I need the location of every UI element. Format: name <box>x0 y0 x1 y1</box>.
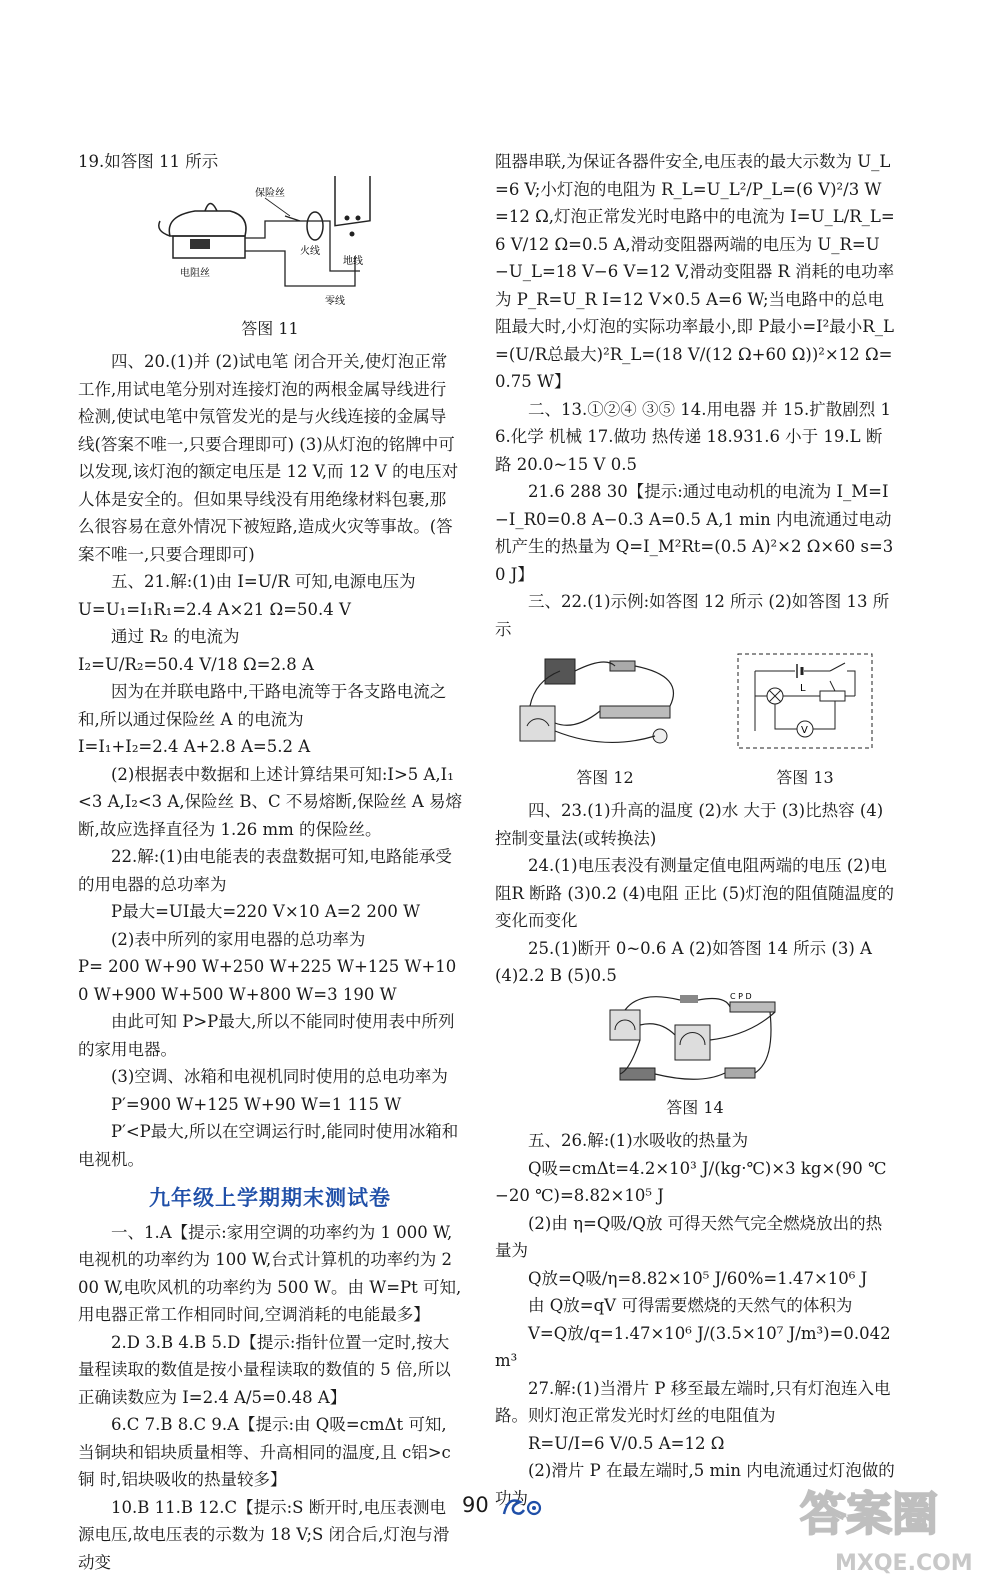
answer-21-line-2: U=U₁=I₁R₁=2.4 A×21 Ω=50.4 V <box>78 599 351 619</box>
answer-22-line-2: P最大=UI最大=220 V×10 A=2 200 W <box>111 902 421 921</box>
answer-22-line-5: 由此可知 P>P最大,所以不能同时使用表中所列的家用电器。 <box>78 1012 455 1059</box>
answer-21-line-6: I=I₁+I₂=2.4 A+2.8 A=5.2 A <box>78 737 311 756</box>
answer-25: 25.(1)断开 0~0.6 A (2)如答图 14 所示 (3) A (4)2.2 B (5)0.5 <box>495 938 872 985</box>
figure-12-physical-circuit <box>515 651 695 751</box>
label-fuse: 保险丝 <box>255 187 285 199</box>
answer-22-line-7: P′=900 W+125 W+90 W=1 115 W <box>111 1094 402 1114</box>
answer-6-9: 6.C 7.B 8.C 9.A【提示:由 Q吸=cmΔt 可知,当铜块和铝块质量相等、升高相同的温度,且 c铝>c铜 时,铝块吸收的热量较多】 <box>78 1415 451 1489</box>
answer-27-line-1: 27.解:(1)当滑片 P 移至最左端时,只有灯泡连入电路。则灯泡正常发光时灯丝的电阻值为 <box>495 1378 891 1425</box>
section-heading: 九年级上学期期末测试卷 <box>149 1186 391 1210</box>
answer-26-line-6: V=Q放/q=1.47×10⁶ J/(3.5×10⁷ J/m³)=0.042 m³ <box>495 1323 891 1370</box>
answer-22-line-4: P= 200 W+90 W+250 W+225 W+125 W+100 W+900 W+500 W+800 W=3 190 W <box>78 957 457 1004</box>
page-number: 90 <box>462 1493 489 1517</box>
answer-26-line-4: Q放=Q吸/η=8.82×10⁵ J/60%=1.47×10⁶ J <box>528 1268 868 1288</box>
answer-27-line-3: (2)滑片 P 在最左端时,5 min 内电流通过灯泡做的功为 <box>495 1461 895 1508</box>
answer-10-12: 10.B 11.B 12.C【提示:S 断开时,电压表测电源电压,故电压表的示数为 18 V;S 闭合后,灯泡与滑动变 <box>78 1497 450 1572</box>
label-neutral-wire: 零线 <box>325 295 345 307</box>
answer-21-fill: 21.6 288 30【提示:通过电动机的电流为 I_M=I−I_R0=0.8 A−0.3 A=0.5 A,1 min 内电流通过电动机产生的热量为 Q=I_M²Rt=(0.5 A)²×2 Ω×60 s=30 J】 <box>495 482 894 584</box>
swirl-logo-icon <box>500 1492 548 1518</box>
answer-22-line-8: P′<P最大,所以在空调运行时,能同时使用冰箱和电视机。 <box>78 1122 459 1169</box>
watermark-url: MXQE.COM <box>835 1551 973 1576</box>
figure-14-physical-circuit <box>600 990 790 1090</box>
figure-14-caption: 答图 14 <box>666 1097 724 1117</box>
figure-12-caption: 答图 12 <box>576 767 634 787</box>
answer-26-line-3: (2)由 η=Q吸/Q放 可得天然气完全燃烧放出的热量为 <box>495 1213 883 1260</box>
label-earth-wire: 地线 <box>343 255 363 267</box>
answer-24: 24.(1)电压表没有测量定值电阻两端的电压 (2)电阻R 断路 (3)0.2 (4)电阻 正比 (5)灯泡的阻值随温度的变化而变化 <box>495 856 895 930</box>
answer-21-line-5: 因为在并联电路中,干路电流等于各支路电流之和,所以通过保险丝 A 的电流为 <box>78 682 447 729</box>
figure-13 <box>735 651 875 797</box>
figure-12 <box>515 651 695 797</box>
answer-27-line-2: R=U/I=6 V/0.5 A=12 Ω <box>528 1433 725 1453</box>
answer-22-line-3: (2)表中所列的家用电器的总功率为 <box>111 929 366 949</box>
slider-terminal-labels: C P D <box>730 991 752 1001</box>
label-live-wire: 火线 <box>300 245 320 257</box>
answer-22-circuit: 三、22.(1)示例:如答图 12 所示 (2)如答图 13 所示 <box>495 592 890 639</box>
voltmeter-symbol: V <box>801 725 808 736</box>
figure-13-caption: 答图 13 <box>776 767 834 787</box>
answer-13-20: 二、13.①②④ ③⑤ 14.用电器 并 15.扩散剧烈 16.化学 机械 17.做功 热传递 18.931.6 小于 19.L 断路 20.0~15 V 0.5 <box>495 399 891 474</box>
answer-21-line-4: I₂=U/R₂=50.4 V/18 Ω=2.8 A <box>78 654 314 674</box>
answer-22-line-6: (3)空调、冰箱和电视机同时使用的总电功率为 <box>111 1067 448 1086</box>
right-column <box>495 148 895 1512</box>
answer-20: 四、20.(1)并 (2)试电笔 闭合开关,使灯泡正常工作,用试电笔分别对连接灯泡的两根金属导线进行检测,使试电笔中氖管发光的是与火线连接的金属导线(答案不唯一,只要合理即可) (3)从灯泡的铭牌中可以发现,该灯泡的额定电压是 12 V,而 12 V 的电压对人体是安全的。但如果导线没有用绝缘材料包裹,那么很容易在意外情况下被短路,造成火灾等事故。(答案不唯一,只要合理即可) <box>78 352 459 564</box>
figures-12-13 <box>495 651 895 797</box>
figure-11-household-circuit <box>155 176 385 311</box>
left-column <box>78 148 462 1576</box>
answer-26-line-1: 五、26.解:(1)水吸收的热量为 <box>528 1131 749 1150</box>
answer-21-line-3: 通过 R₂ 的电流为 <box>111 627 240 646</box>
answer-2-5: 2.D 3.B 4.B 5.D【提示:指针位置一定时,按大量程读取的数值是按小量程读取的数值的 5 倍,所以正确读数应为 I=2.4 A/5=0.48 A】 <box>78 1332 451 1407</box>
answer-19: 19.如答图 11 所示 <box>78 152 219 171</box>
answer-1: 一、1.A【提示:家用空调的功率约为 1 000 W,电视机的功率约为 100 W,台式计算机的功率约为 200 W,电吹风机的功率约为 500 W。由 W=Pt 可知,用电器正常工作相同时间,空调消耗的电能最多】 <box>78 1222 462 1324</box>
answer-21-line-1: 五、21.解:(1)由 I=U/R 可知,电源电压为 <box>111 572 416 591</box>
lamp-symbol-label: L <box>800 683 806 694</box>
watermark-logo-icon <box>790 1470 990 1580</box>
figure-13-circuit-diagram <box>735 651 875 751</box>
label-resistance-wire: 电阻丝 <box>180 267 210 279</box>
answer-26-line-2: Q吸=cmΔt=4.2×10³ J/(kg·℃)×3 kg×(90 ℃−20 ℃)=8.82×10⁵ J <box>495 1158 887 1205</box>
answer-26-line-5: 由 Q放=qV 可得需要燃烧的天然气的体积为 <box>528 1296 853 1315</box>
figure-11-caption: 答图 11 <box>241 318 299 338</box>
answer-12-continued: 阻器串联,为保证各器件安全,电压表的最大示数为 U_L=6 V;小灯泡的电阻为 R_L=U_L²/P_L=(6 V)²/3 W=12 Ω,灯泡正常发光时电路中的电流为 I=U_L/R_L=6 V/12 Ω=0.5 A,滑动变阻器两端的电压为 U_R=U−U_L=18 V−6 V=12 V,滑动变阻器 R 消耗的电功率为 P_R=U_R I=12 V×0.5 A=6 W;当电路中的总电阻最大时,小灯泡的实际功率最小,即 P最小=I²最小R_L=(U/R总最大)²R_L=(18 V/(12 Ω+60 Ω))²×12 Ω=0.75 W】 <box>495 152 895 391</box>
watermark-text: 答案圈 <box>800 1487 938 1541</box>
answer-21-line-7: (2)根据表中数据和上述计算结果可知:I>5 A,I₁<3 A,I₂<3 A,保险丝 B、C 不易熔断,保险丝 A 易熔断,故应选择直径为 1.26 mm 的保险丝。 <box>78 764 462 839</box>
answer-23: 四、23.(1)升高的温度 (2)水 大于 (3)比热容 (4)控制变量法(或转换法) <box>495 801 884 848</box>
answer-22-line-1: 22.解:(1)由电能表的表盘数据可知,电路能承受的用电器的总功率为 <box>78 847 452 894</box>
